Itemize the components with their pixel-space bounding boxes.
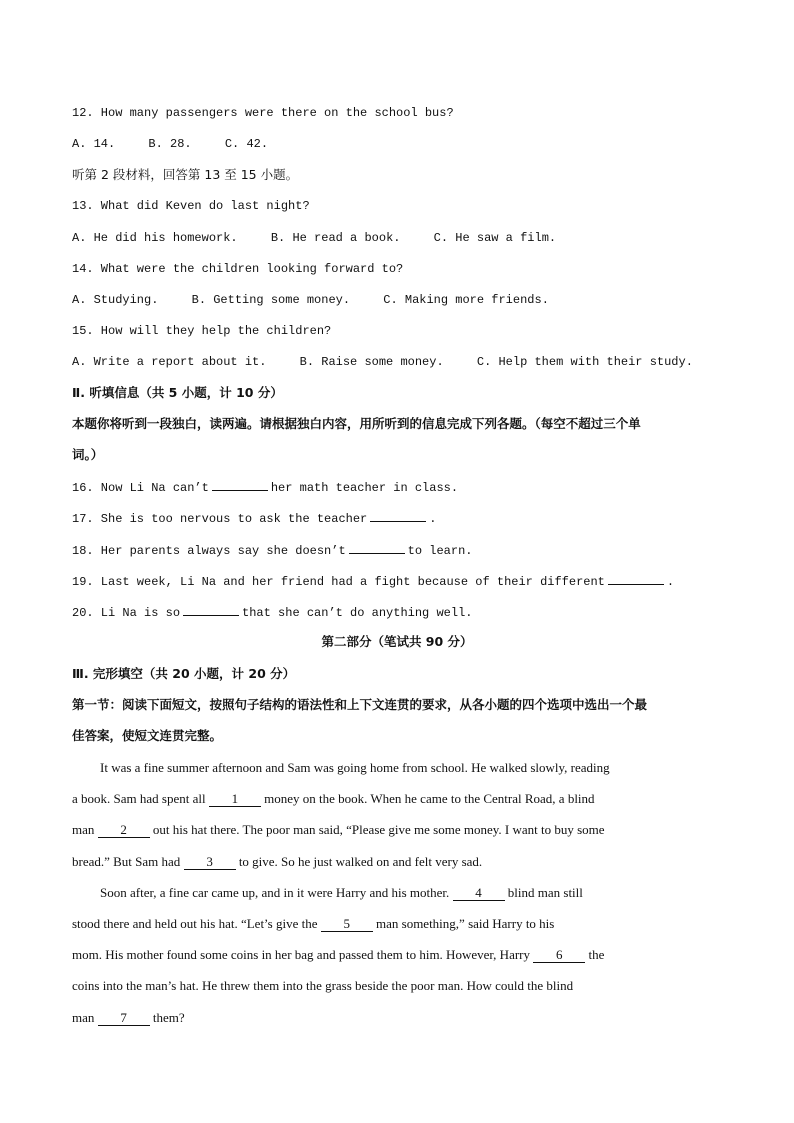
- passage-text: the: [588, 947, 605, 962]
- question-19: [72, 572, 724, 591]
- question-13-stem: 13. What did Keven do last night?: [72, 199, 310, 213]
- option-a: A. Studying.: [72, 293, 159, 307]
- option-c: C. 42.: [224, 137, 269, 151]
- passage-line: [72, 915, 724, 933]
- question-17-text-end: .: [429, 512, 437, 526]
- question-18-text-end: to learn.: [407, 544, 473, 558]
- question-19-text: 19. Last week, Li Na and her friend had a fight because of their different: [72, 575, 605, 589]
- question-17-text: 17. She is too nervous to ask the teacher: [72, 512, 368, 526]
- part-2-heading: Ⅱ. 听填信息（共 5 小题，计 10 分）: [72, 385, 283, 400]
- question-20-text: 20. Li Na is so: [72, 606, 181, 620]
- passage-line: [72, 946, 724, 964]
- question-18: [72, 541, 724, 560]
- option-b: B. 28.: [148, 137, 192, 151]
- passage-line: [72, 821, 724, 839]
- passage-text: Soon after, a fine car came up, and in it were Harry and his mother.: [100, 885, 450, 900]
- passage-text: man: [72, 822, 95, 837]
- option-a: A. 14.: [72, 137, 116, 151]
- passage-line: coins into the man’s hat. He threw them into the grass beside the poor man. How could the blind: [72, 978, 574, 993]
- part-2-instruction-line-2: 词。）: [72, 447, 104, 462]
- written-part-title: 第二部分（笔试共 90 分）: [321, 634, 473, 649]
- question-16-text: 16. Now Li Na can’t: [72, 481, 209, 495]
- question-17: [72, 509, 724, 528]
- passage-text: stood there and held out his hat. “Let’s give the: [72, 916, 318, 931]
- option-c: C. He saw a film.: [433, 231, 557, 245]
- question-15-stem: 15. How will they help the children?: [72, 324, 332, 338]
- passage-text: man something,” said Harry to his: [376, 916, 555, 931]
- question-14-options: [72, 291, 724, 309]
- passage-line: [100, 884, 724, 902]
- cloze-blank-4[interactable]: 4: [453, 886, 505, 901]
- passage-text: mom. His mother found some coins in her bag and passed them to him. However, Harry: [72, 947, 530, 962]
- question-12-stem: 12. How many passengers were there on the school bus?: [72, 106, 454, 120]
- passage-text: man: [72, 1010, 95, 1025]
- cloze-blank-6[interactable]: 6: [533, 948, 585, 963]
- section-1-instruction-line-1: 第一节：阅读下面短文，按照句子结构的语法性和上下文连贯的要求，从各小题的四个选项中选出一个最: [72, 697, 648, 712]
- answer-blank-19[interactable]: [608, 572, 664, 585]
- passage-text: blind man still: [507, 885, 583, 900]
- question-19-text-end: .: [666, 575, 675, 589]
- question-14-stem: 14. What were the children looking forward to?: [72, 262, 404, 276]
- passage-text: a book. Sam had spent all: [72, 791, 206, 806]
- option-a: A. Write a report about it.: [72, 355, 267, 369]
- option-b: B. Getting some money.: [191, 293, 351, 307]
- question-16-text-end: her math teacher in class.: [270, 481, 459, 495]
- passage-text: them?: [152, 1010, 185, 1025]
- cloze-blank-3[interactable]: 3: [184, 855, 236, 870]
- option-c: C. Help them with their study.: [476, 355, 693, 369]
- cloze-blank-5[interactable]: 5: [321, 917, 373, 932]
- question-20: [72, 603, 724, 622]
- passage-line: [72, 790, 724, 808]
- option-b: B. Raise some money.: [299, 355, 444, 369]
- part-3-heading: Ⅲ. 完形填空（共 20 小题，计 20 分）: [72, 666, 296, 681]
- passage-text: out his hat there. The poor man said, “Please give me some money. I want to buy some: [152, 822, 605, 837]
- option-b: B. He read a book.: [270, 231, 401, 245]
- cloze-blank-1[interactable]: 1: [209, 792, 261, 807]
- answer-blank-20[interactable]: [183, 603, 239, 616]
- passage-text: bread.” But Sam had: [72, 854, 181, 869]
- passage-text: to give. So he just walked on and felt very sad.: [238, 854, 483, 869]
- question-18-text: 18. Her parents always say she doesn’t: [72, 544, 346, 558]
- passage-text: money on the book. When he came to the Central Road, a blind: [264, 791, 595, 806]
- option-a: A. He did his homework.: [72, 231, 238, 245]
- passage-line: [72, 853, 724, 871]
- question-20-text-end: that she can’t do anything well.: [242, 606, 473, 620]
- option-c: C. Making more friends.: [383, 293, 549, 307]
- answer-blank-18[interactable]: [349, 541, 405, 554]
- question-13-options: [72, 229, 724, 247]
- cloze-blank-7[interactable]: 7: [98, 1011, 150, 1026]
- passage-line: It was a fine summer afternoon and Sam was going home from school. He walked slowly, reading: [100, 760, 610, 775]
- section-2-intro: 听第 2 段材料，回答第 13 至 15 小题。: [72, 167, 299, 182]
- passage-line: [72, 1009, 724, 1027]
- answer-blank-16[interactable]: [212, 478, 268, 491]
- answer-blank-17[interactable]: [370, 509, 426, 522]
- question-16: [72, 478, 724, 497]
- section-1-instruction-line-2: 佳答案，使短文连贯完整。: [72, 728, 223, 743]
- question-15-options: [72, 353, 724, 371]
- part-2-instruction-line-1: 本题你将听到一段独白，读两遍。请根据独白内容，用所听到的信息完成下列各题。（每空不超过三个单: [72, 416, 641, 431]
- cloze-blank-2[interactable]: 2: [98, 823, 150, 838]
- question-12-options: [72, 135, 724, 153]
